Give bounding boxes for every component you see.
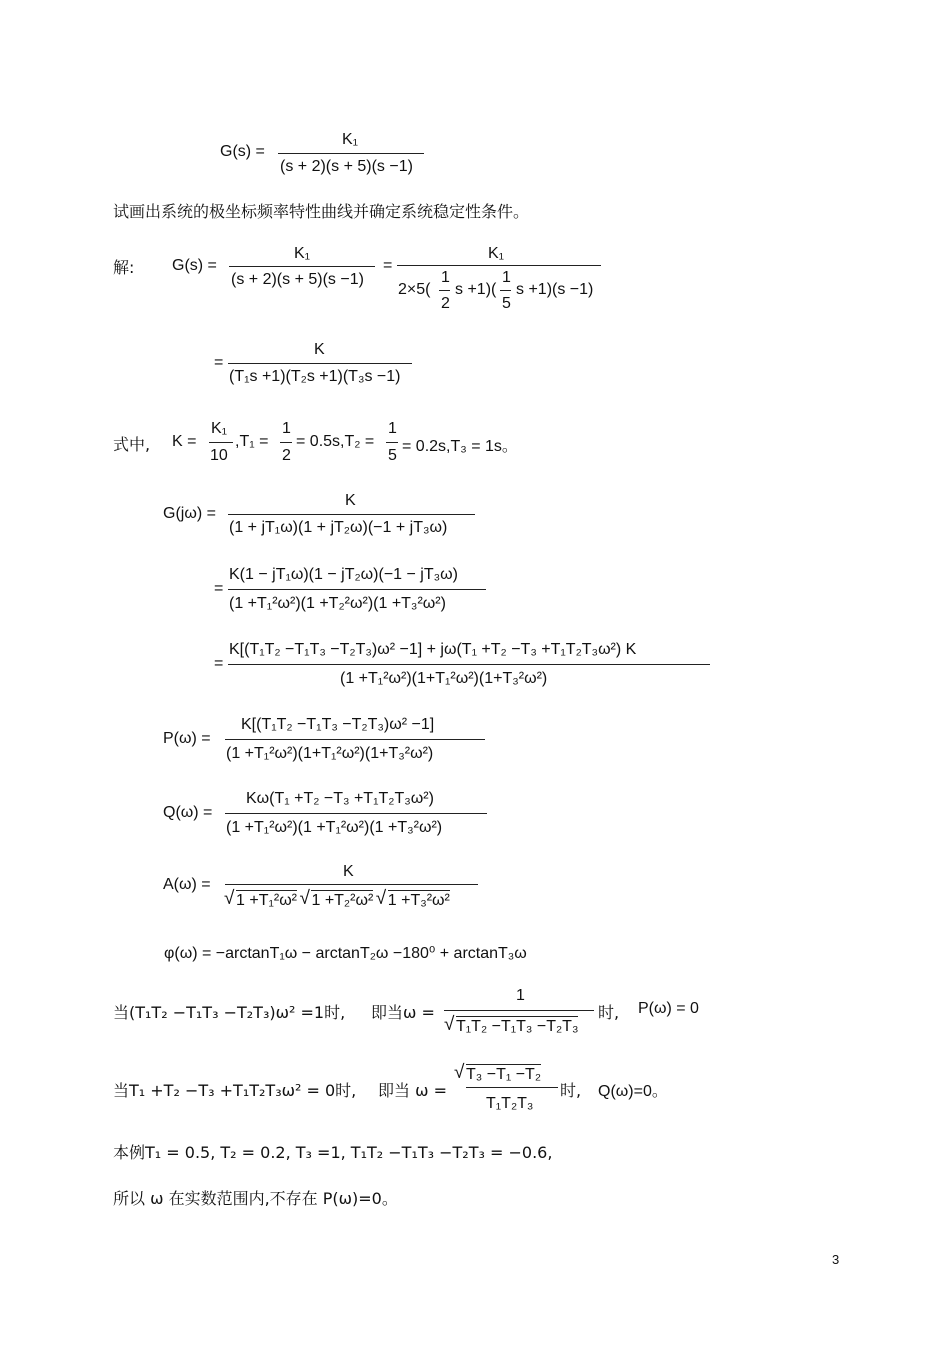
where-t1-num: 1 [282,420,291,437]
fraction-bar [439,290,450,291]
sol-num3: K [314,341,325,358]
eq-gs-den: (s + 2)(s + 5)(s −1) [280,158,413,175]
a-num: K [343,863,354,880]
where-k: K = [172,433,197,450]
cond2-d: Q(ω)=0。 [598,1083,668,1100]
cond2-c: 时, [560,1081,582,1100]
page-number: 3 [832,1252,840,1267]
sqrt-cond2: √ T₃ −T₁ −T₂ [456,1064,541,1084]
cond2-a: 当T₁ +T₂ −T₃ +T₁T₂T₃ω² = 0时, [113,1081,357,1100]
sol-den2-c: s +1)(s −1) [516,281,594,298]
fraction-bar [225,813,487,814]
fraction-bar [209,442,233,443]
fraction-bar [228,363,412,364]
example-values: 本例T₁ = 0.5, T₂ = 0.2, T₃ =1, T₁T₂ −T₁T₃ −T₂T₃ = −0.6, [113,1143,553,1162]
half-num: 1 [441,269,450,286]
fraction-bar [397,265,601,266]
fraction-bar [228,664,710,665]
cond1-num: 1 [516,987,525,1004]
fraction-bar [228,589,486,590]
fraction-bar [466,1087,558,1088]
where-t2-val: = 0.2s,T₃ = 1s。 [402,438,518,455]
eq-gs-lhs: G(s) = [220,143,265,160]
gjw-den2: (1 +T₁²ω²)(1 +T₂²ω²)(1 +T₃²ω²) [229,595,446,612]
fraction-bar [444,1010,594,1011]
where-k-num: K₁ [211,420,228,437]
cond1-a: 当(T₁T₂ −T₁T₃ −T₂T₃)ω² =1时, [113,1003,346,1022]
fifth-den: 5 [502,295,511,312]
p-den: (1 +T₁²ω²)(1+T₁²ω²)(1+T₃²ω²) [226,745,434,762]
half-den: 2 [441,295,450,312]
sol-den1: (s + 2)(s + 5)(s −1) [231,271,364,288]
where-t1: ,T₁ = [235,433,269,450]
p-num: K[(T₁T₂ −T₁T₃ −T₂T₃)ω² −1] [241,716,435,733]
where-label: 式中, [113,435,151,454]
gjw-eq2: = [214,655,224,672]
fraction-bar [225,884,478,885]
phi-equation: φ(ω) = −arctanT₁ω − arctanT₂ω −180⁰ + arctanT₃ω [164,945,527,962]
fifth-num: 1 [502,269,511,286]
cond1-b: 即当ω = [371,1003,435,1022]
fraction-bar [278,153,424,154]
sqrt-2: √ 1 +T₂²ω² [301,890,373,910]
sqrt-cond1: √ T₁T₂ −T₁T₃ −T₂T₃ [446,1016,578,1036]
eq-gs-num: K₁ [342,131,359,148]
cond1-d: P(ω) = 0 [638,1000,699,1017]
sol-lhs: G(s) = [172,257,217,274]
where-t1-val: = 0.5s,T₂ = [296,433,375,450]
q-lhs: Q(ω) = [163,804,213,821]
fraction-bar [225,739,485,740]
sqrt-3: √ 1 +T₃²ω² [378,890,450,910]
q-num: Kω(T₁ +T₂ −T₃ +T₁T₂T₃ω²) [246,790,434,807]
sol-num2: K₁ [488,245,505,262]
fraction-bar [500,290,511,291]
a-den [226,890,450,910]
gjw-num3: K[(T₁T₂ −T₁T₃ −T₂T₃)ω² −1] + jω(T₁ +T₂ −T₃ +T₁T₂T₃ω²) K [229,641,637,658]
fraction-bar [280,442,292,443]
gjw-num2: K(1 − jT₁ω)(1 − jT₂ω)(−1 − jT₃ω) [229,566,458,583]
sol-num1: K₁ [294,245,311,262]
sol-den2-b: s +1)( [455,281,497,298]
fraction-bar [228,514,475,515]
gjw-eq1: = [214,580,224,597]
gjw-lhs: G(jω) = [163,505,216,522]
conclusion: 所以 ω 在实数范围内,不存在 P(ω)=0。 [113,1189,398,1208]
q-den: (1 +T₁²ω²)(1 +T₁²ω²)(1 +T₃²ω²) [226,819,443,836]
sol-eq2: = [214,354,224,371]
sol-den2-a: 2×5( [398,281,431,298]
cond2-num [456,1064,541,1084]
gjw-num1: K [345,492,356,509]
p-lhs: P(ω) = [163,730,211,747]
problem-statement: 试画出系统的极坐标频率特性曲线并确定系统稳定性条件。 [113,202,530,221]
where-t1-den: 2 [282,447,291,464]
cond1-c: 时, [598,1003,620,1022]
fraction-bar [386,442,398,443]
cond1-den [446,1016,578,1036]
sol-den3: (T₁s +1)(T₂s +1)(T₃s −1) [229,368,401,385]
sol-eq: = [383,257,393,274]
where-k-den: 10 [210,447,228,464]
fraction-bar [229,266,375,267]
where-t2-den: 5 [388,447,397,464]
cond2-b: 即当 ω = [378,1081,447,1100]
where-t2-num: 1 [388,420,397,437]
sqrt-1: √ 1 +T₁²ω² [226,890,297,910]
cond2-den: T₁T₂T₃ [486,1095,534,1112]
solution-label: 解: [113,258,135,277]
a-lhs: A(ω) = [163,876,211,893]
gjw-den1: (1 + jT₁ω)(1 + jT₂ω)(−1 + jT₃ω) [229,519,448,536]
gjw-den3: (1 +T₁²ω²)(1+T₁²ω²)(1+T₃²ω²) [340,670,548,687]
